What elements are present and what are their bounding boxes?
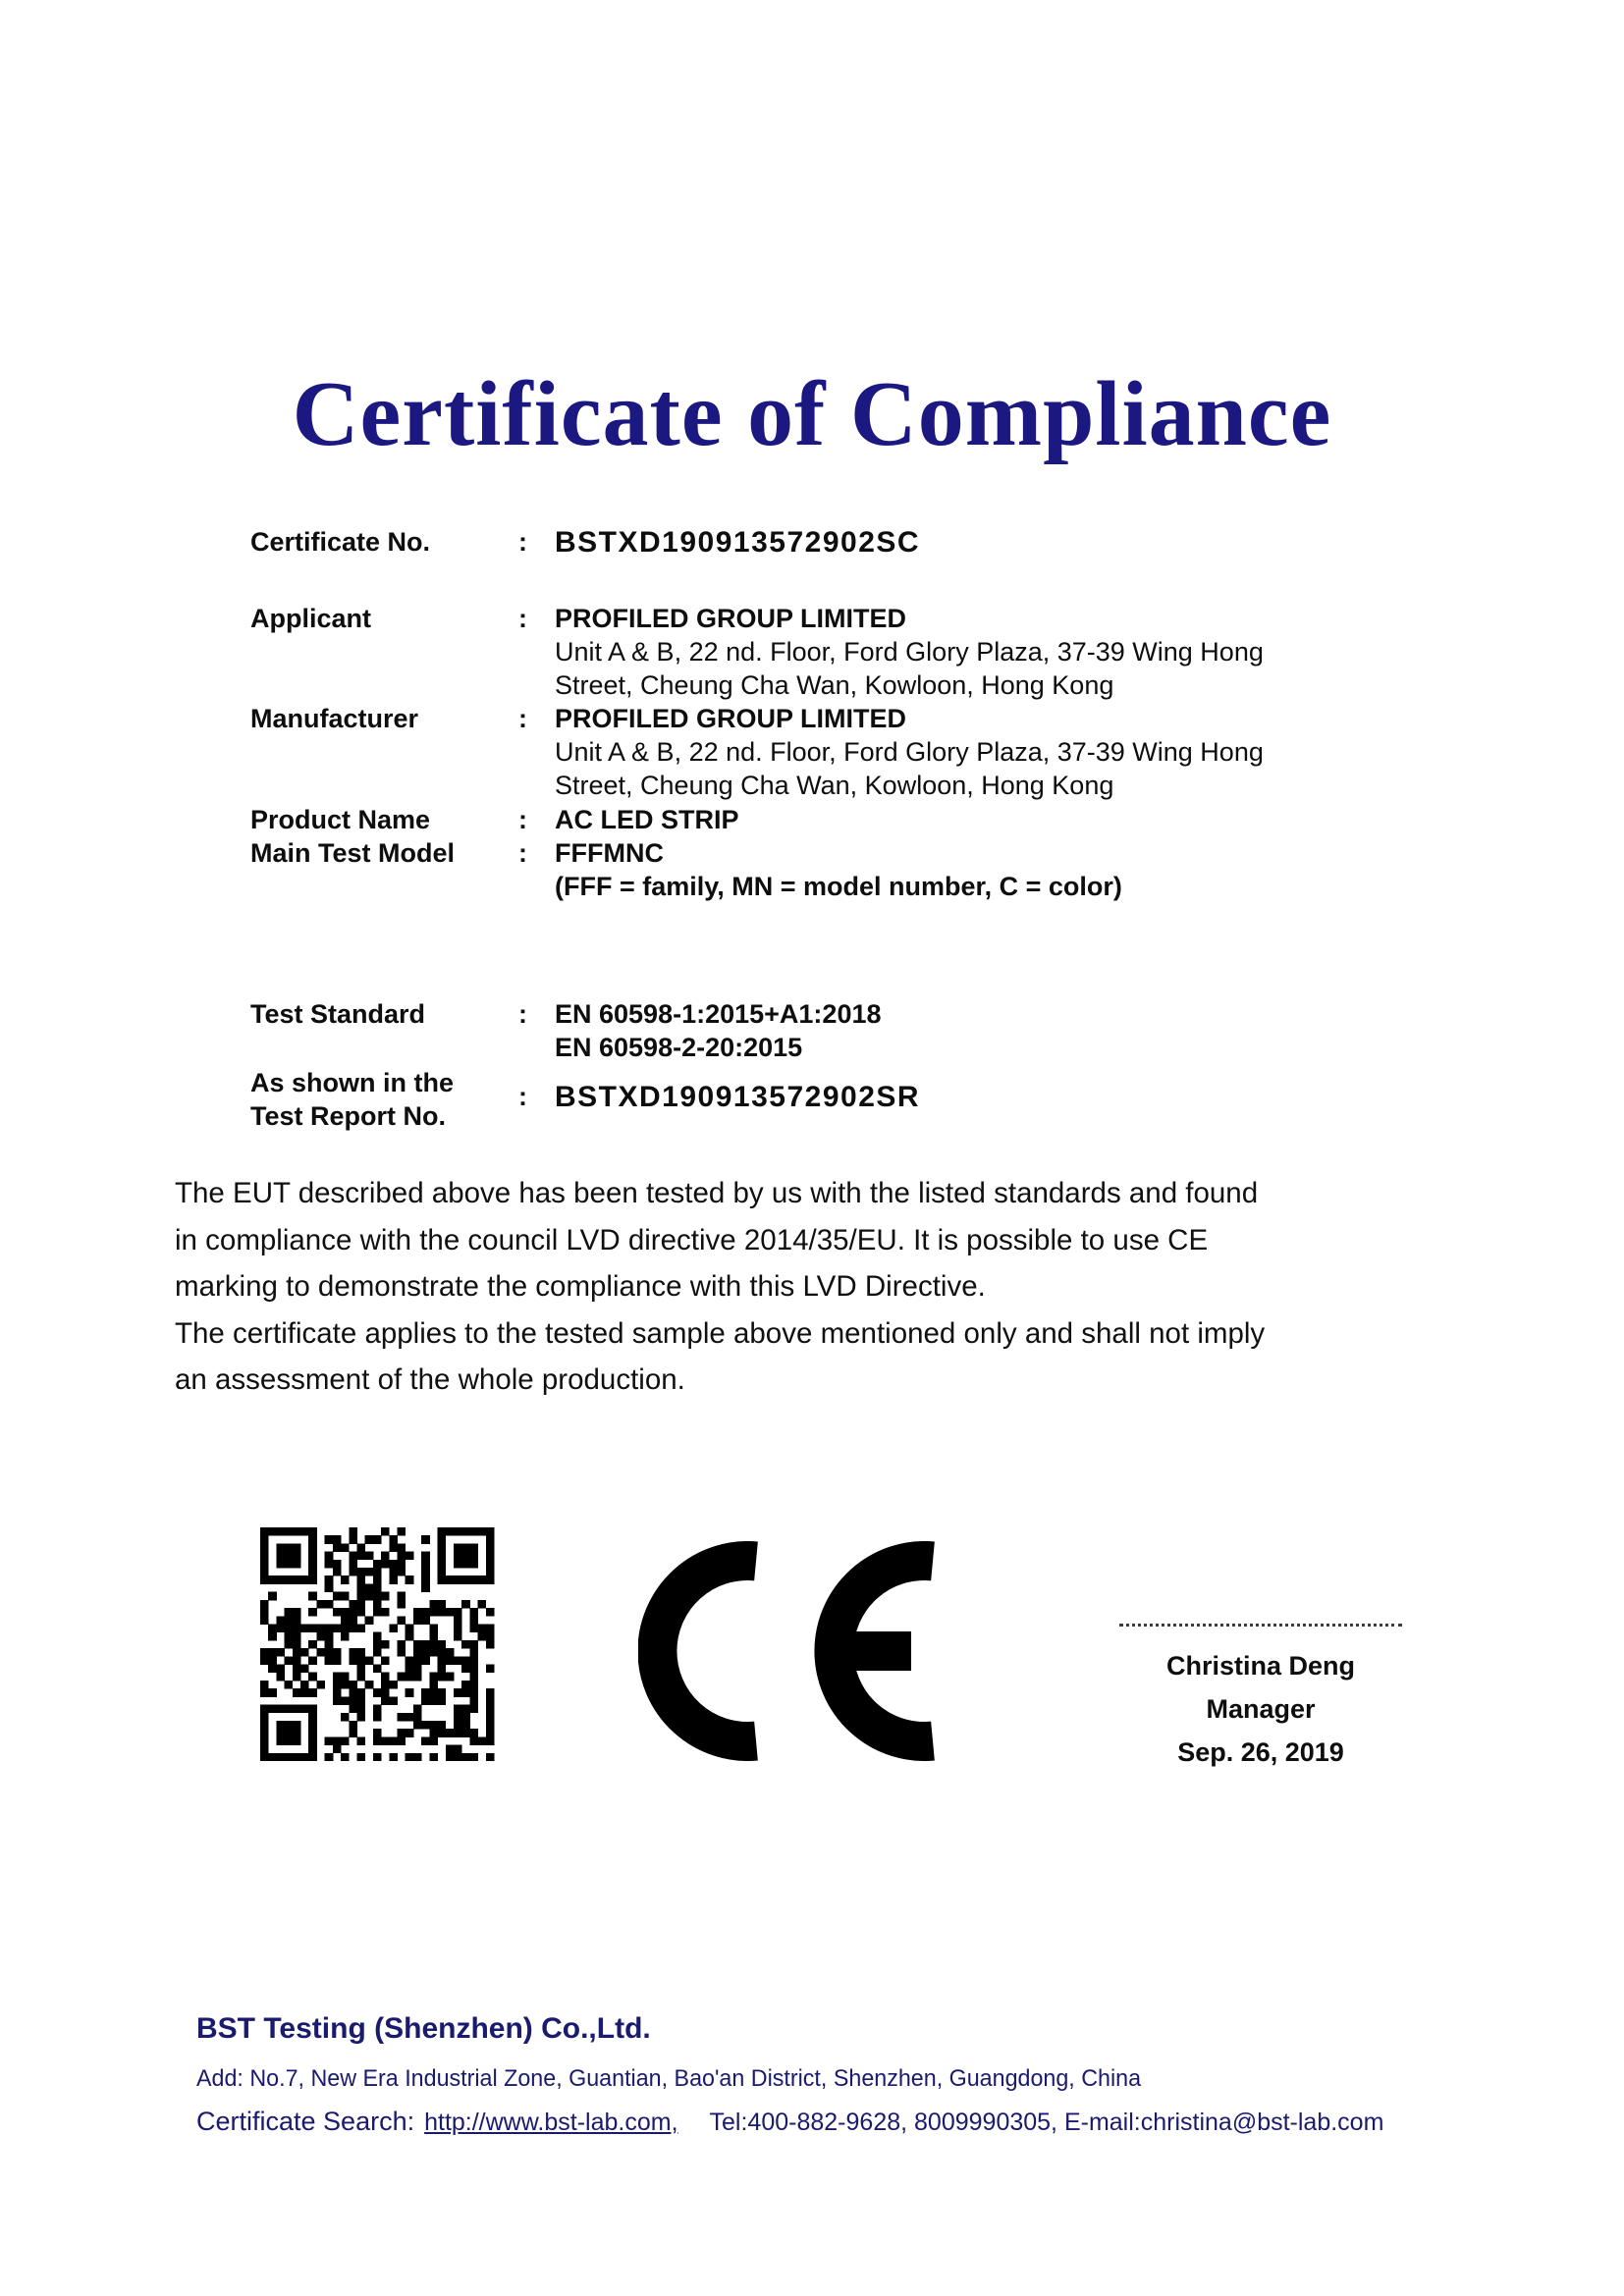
model-code-note: (FFF = family, MN = model number, C = color)	[555, 872, 1122, 901]
colon-separator: :	[518, 1082, 527, 1111]
certificate-title: Certificate of Compliance	[292, 363, 1332, 465]
test-report-number-value: BSTXD190913572902SR	[555, 1081, 921, 1113]
applicant-company-name: PROFILED GROUP LIMITED	[555, 604, 907, 633]
colon-separator: :	[518, 805, 527, 834]
main-test-model-label: Main Test Model	[250, 838, 456, 868]
signature-block	[1117, 1624, 1404, 1774]
signature-date: Sep. 26, 2019	[1177, 1737, 1344, 1767]
manufacturer-value	[555, 702, 1264, 802]
certificate-number-value: BSTXD190913572902SC	[555, 526, 921, 559]
compliance-statement	[175, 1170, 1265, 1404]
row-product-name	[250, 803, 739, 836]
model-code: FFFMNC	[555, 838, 664, 868]
applicant-address-line: Unit A & B, 22 nd. Floor, Ford Glory Plaza, 37-39 Wing Hong	[555, 637, 1264, 667]
colon-separator: :	[518, 704, 527, 733]
manufacturer-company-name: PROFILED GROUP LIMITED	[555, 704, 907, 733]
test-standard-label: Test Standard	[250, 999, 426, 1029]
lab-address: Add: No.7, New Era Industrial Zone, Guantian, Bao'an District, Shenzhen, Guangdong, China	[196, 2065, 1142, 2092]
statement-line: The EUT described above has been tested by us with the listed standards and found	[175, 1177, 1259, 1209]
manufacturer-address-line: Unit A & B, 22 nd. Floor, Ford Glory Plaza, 37-39 Wing Hong	[555, 737, 1264, 767]
statement-line: The certificate applies to the tested sample above mentioned only and shall not imply	[175, 1316, 1266, 1350]
signature-dotted-line	[1119, 1624, 1402, 1627]
qr-code-icon	[259, 1527, 495, 1761]
applicant-label: Applicant	[250, 604, 372, 633]
signer-name: Christina Deng	[1165, 1651, 1356, 1681]
product-name-label: Product Name	[250, 805, 431, 834]
manufacturer-label: Manufacturer	[250, 704, 419, 733]
certificate-search-label: Certificate Search:	[196, 2107, 415, 2136]
applicant-address-line: Street, Cheung Cha Wan, Kowloon, Hong Kong	[555, 670, 1114, 700]
colon-separator: :	[518, 604, 527, 633]
test-report-label-line: As shown in the	[250, 1068, 455, 1097]
main-test-model-value	[555, 836, 1122, 903]
product-name-value: AC LED STRIP	[555, 805, 739, 834]
manufacturer-address-line: Street, Cheung Cha Wan, Kowloon, Hong Kong	[555, 771, 1114, 800]
statement-line: an assessment of the whole production.	[175, 1363, 685, 1396]
statement-line: in compliance with the council LVD directive 2014/35/EU. It is possible to use CE	[175, 1223, 1209, 1256]
ce-mark-icon	[638, 1541, 935, 1761]
colon-separator: :	[518, 527, 527, 557]
statement-line: marking to demonstrate the compliance with this LVD Directive.	[175, 1270, 986, 1303]
row-test-report-no	[250, 1066, 920, 1133]
test-report-label	[250, 1066, 518, 1133]
row-certificate-no	[250, 525, 920, 561]
applicant-value	[555, 602, 1264, 702]
footer-contact-line	[196, 2107, 1383, 2137]
row-main-test-model	[250, 836, 1122, 903]
test-standard-value	[555, 997, 882, 1064]
test-standard-line: EN 60598-1:2015+A1:2018	[555, 999, 882, 1029]
test-report-label-line: Test Report No.	[250, 1101, 447, 1131]
certificate-search-link[interactable]: http://www.bst-lab.com,	[424, 2109, 678, 2136]
lab-company-name: BST Testing (Shenzhen) Co.,Ltd.	[196, 2012, 651, 2045]
row-applicant	[250, 602, 1264, 702]
colon-separator: :	[518, 999, 527, 1029]
test-standard-line: EN 60598-2-20:2015	[555, 1033, 803, 1062]
row-manufacturer	[250, 702, 1264, 802]
lab-contact-info: Tel:400-882-9628, 8009990305, E-mail:christina@bst-lab.com	[709, 2109, 1384, 2136]
signer-role: Manager	[1206, 1694, 1316, 1724]
colon-separator: :	[518, 838, 527, 868]
row-test-standard	[250, 997, 882, 1064]
certificate-no-label: Certificate No.	[250, 527, 431, 557]
